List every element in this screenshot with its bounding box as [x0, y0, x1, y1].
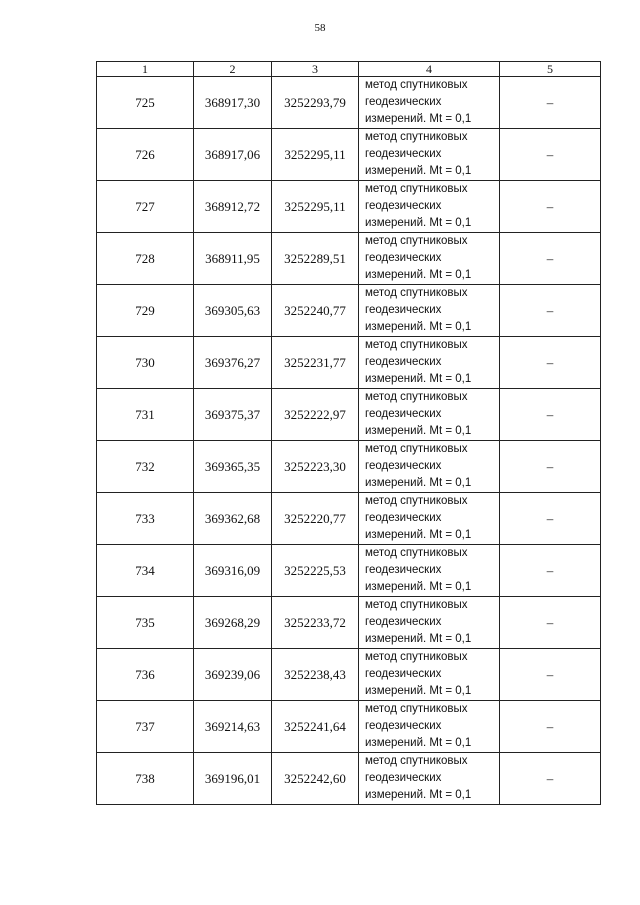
point-number-cell: 737 — [97, 701, 194, 753]
note-cell: – — [500, 181, 601, 233]
method-line: измерений. Mt = 0,1 — [365, 633, 472, 645]
method-line: метод спутниковых — [365, 79, 468, 91]
point-number-cell: 730 — [97, 337, 194, 389]
table-row — [97, 181, 601, 233]
note-cell: – — [500, 649, 601, 701]
note-cell: – — [500, 701, 601, 753]
point-number-cell: 735 — [97, 597, 194, 649]
y-coordinate-cell: 3252238,43 — [272, 649, 359, 701]
column-header-5: 5 — [500, 62, 601, 77]
method-line: метод спутниковых — [365, 131, 468, 143]
method-line: метод спутниковых — [365, 755, 468, 767]
method-line: геодезических — [365, 460, 442, 472]
point-number-cell: 729 — [97, 285, 194, 337]
note-cell: – — [500, 493, 601, 545]
method-cell — [359, 129, 500, 181]
method-cell — [359, 181, 500, 233]
y-coordinate-cell: 3252220,77 — [272, 493, 359, 545]
method-line: измерений. Mt = 0,1 — [365, 685, 472, 697]
method-line: измерений. Mt = 0,1 — [365, 321, 472, 333]
note-cell: – — [500, 597, 601, 649]
method-line: геодезических — [365, 96, 442, 108]
method-line: геодезических — [365, 772, 442, 784]
method-cell — [359, 701, 500, 753]
column-header-1: 1 — [97, 62, 194, 77]
table-row — [97, 337, 601, 389]
y-coordinate-cell: 3252233,72 — [272, 597, 359, 649]
method-line: измерений. Mt = 0,1 — [365, 217, 472, 229]
table-row — [97, 545, 601, 597]
method-line: метод спутниковых — [365, 391, 468, 403]
point-number-cell: 728 — [97, 233, 194, 285]
table-row — [97, 597, 601, 649]
point-number-cell: 734 — [97, 545, 194, 597]
table-row — [97, 701, 601, 753]
method-line: геодезических — [365, 356, 442, 368]
method-cell — [359, 649, 500, 701]
y-coordinate-cell: 3252242,60 — [272, 753, 359, 805]
x-coordinate-cell: 369365,35 — [194, 441, 272, 493]
method-line: метод спутниковых — [365, 183, 468, 195]
method-line: геодезических — [365, 668, 442, 680]
point-number-cell: 726 — [97, 129, 194, 181]
table-row — [97, 285, 601, 337]
x-coordinate-cell: 368912,72 — [194, 181, 272, 233]
page-number: 58 — [314, 22, 326, 34]
column-header-2: 2 — [194, 62, 272, 77]
note-cell: – — [500, 389, 601, 441]
x-coordinate-cell: 369362,68 — [194, 493, 272, 545]
method-line: геодезических — [365, 200, 442, 212]
method-line: измерений. Mt = 0,1 — [365, 373, 472, 385]
point-number-cell: 731 — [97, 389, 194, 441]
x-coordinate-cell: 369376,27 — [194, 337, 272, 389]
header-row — [97, 62, 601, 77]
method-cell — [359, 441, 500, 493]
column-header-3: 3 — [272, 62, 359, 77]
method-line: геодезических — [365, 564, 442, 576]
method-cell — [359, 337, 500, 389]
method-cell — [359, 233, 500, 285]
method-line: метод спутниковых — [365, 235, 468, 247]
method-cell — [359, 753, 500, 805]
method-line: измерений. Mt = 0,1 — [365, 269, 472, 281]
x-coordinate-cell: 369268,29 — [194, 597, 272, 649]
method-line: метод спутниковых — [365, 287, 468, 299]
y-coordinate-cell: 3252295,11 — [272, 129, 359, 181]
x-coordinate-cell: 369196,01 — [194, 753, 272, 805]
method-line: измерений. Mt = 0,1 — [365, 581, 472, 593]
method-line: геодезических — [365, 252, 442, 264]
note-cell: – — [500, 441, 601, 493]
method-line: метод спутниковых — [365, 495, 468, 507]
column-header-4: 4 — [359, 62, 500, 77]
coordinates-table — [96, 61, 601, 805]
method-line: геодезических — [365, 304, 442, 316]
method-line: геодезических — [365, 148, 442, 160]
x-coordinate-cell: 368911,95 — [194, 233, 272, 285]
method-line: геодезических — [365, 720, 442, 732]
y-coordinate-cell: 3252293,79 — [272, 77, 359, 129]
method-line: измерений. Mt = 0,1 — [365, 113, 472, 125]
method-line: метод спутниковых — [365, 703, 468, 715]
table-row — [97, 493, 601, 545]
method-line: измерений. Mt = 0,1 — [365, 425, 472, 437]
point-number-cell: 736 — [97, 649, 194, 701]
method-line: измерений. Mt = 0,1 — [365, 477, 472, 489]
note-cell: – — [500, 337, 601, 389]
method-cell — [359, 285, 500, 337]
method-line: геодезических — [365, 408, 442, 420]
y-coordinate-cell: 3252289,51 — [272, 233, 359, 285]
y-coordinate-cell: 3252225,53 — [272, 545, 359, 597]
point-number-cell: 725 — [97, 77, 194, 129]
method-cell — [359, 77, 500, 129]
method-cell — [359, 389, 500, 441]
point-number-cell: 727 — [97, 181, 194, 233]
note-cell: – — [500, 545, 601, 597]
x-coordinate-cell: 368917,06 — [194, 129, 272, 181]
method-cell — [359, 597, 500, 649]
method-line: измерений. Mt = 0,1 — [365, 737, 472, 749]
point-number-cell: 733 — [97, 493, 194, 545]
method-line: измерений. Mt = 0,1 — [365, 789, 472, 801]
y-coordinate-cell: 3252223,30 — [272, 441, 359, 493]
method-cell — [359, 545, 500, 597]
method-cell — [359, 493, 500, 545]
method-line: метод спутниковых — [365, 651, 468, 663]
y-coordinate-cell: 3252241,64 — [272, 701, 359, 753]
point-number-cell: 738 — [97, 753, 194, 805]
method-line: измерений. Mt = 0,1 — [365, 529, 472, 541]
y-coordinate-cell: 3252231,77 — [272, 337, 359, 389]
y-coordinate-cell: 3252240,77 — [272, 285, 359, 337]
note-cell: – — [500, 233, 601, 285]
table-row — [97, 233, 601, 285]
x-coordinate-cell: 369375,37 — [194, 389, 272, 441]
table-row — [97, 753, 601, 805]
x-coordinate-cell: 369316,09 — [194, 545, 272, 597]
method-line: измерений. Mt = 0,1 — [365, 165, 472, 177]
note-cell: – — [500, 753, 601, 805]
method-line: метод спутниковых — [365, 339, 468, 351]
x-coordinate-cell: 369239,06 — [194, 649, 272, 701]
note-cell: – — [500, 77, 601, 129]
method-line: геодезических — [365, 512, 442, 524]
method-line: метод спутниковых — [365, 547, 468, 559]
x-coordinate-cell: 369305,63 — [194, 285, 272, 337]
note-cell: – — [500, 129, 601, 181]
y-coordinate-cell: 3252222,97 — [272, 389, 359, 441]
method-line: метод спутниковых — [365, 443, 468, 455]
x-coordinate-cell: 368917,30 — [194, 77, 272, 129]
x-coordinate-cell: 369214,63 — [194, 701, 272, 753]
y-coordinate-cell: 3252295,11 — [272, 181, 359, 233]
table-row — [97, 129, 601, 181]
table-row — [97, 441, 601, 493]
table-row — [97, 649, 601, 701]
note-cell: – — [500, 285, 601, 337]
point-number-cell: 732 — [97, 441, 194, 493]
method-line: геодезических — [365, 616, 442, 628]
table-row — [97, 389, 601, 441]
method-line: метод спутниковых — [365, 599, 468, 611]
table-row — [97, 77, 601, 129]
